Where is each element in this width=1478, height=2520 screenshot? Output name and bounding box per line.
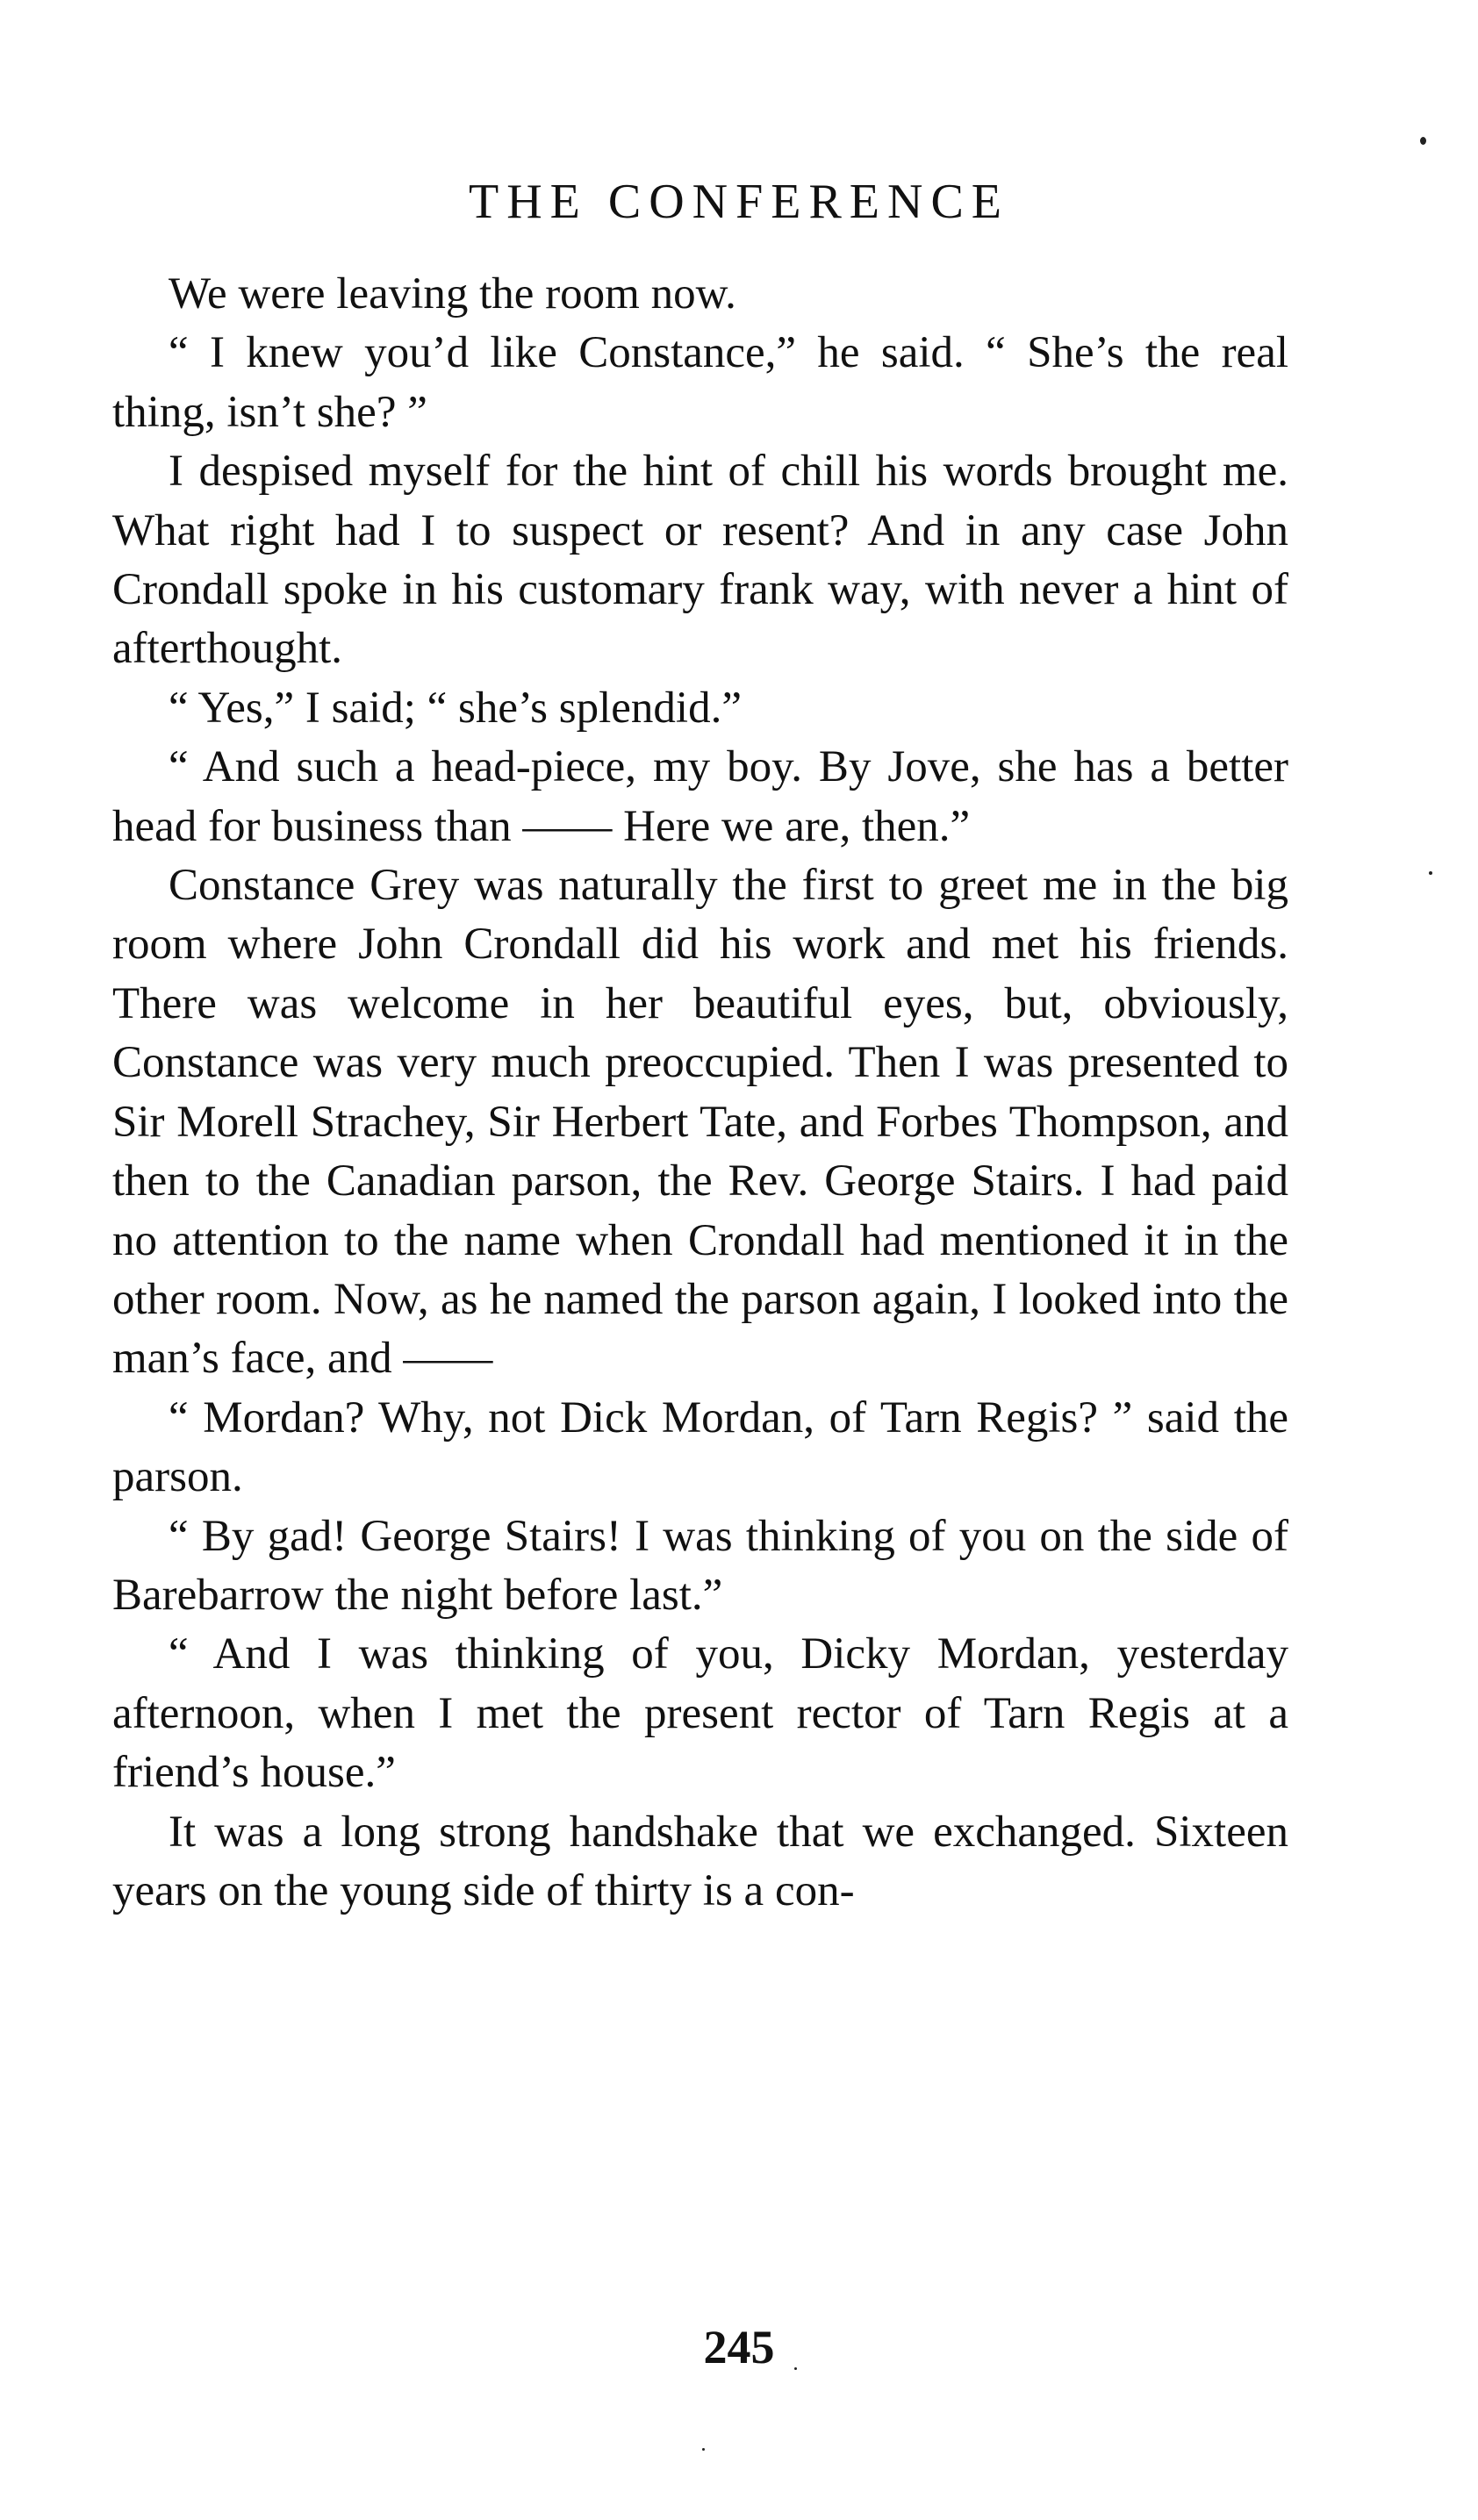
ink-speck [794,2367,797,2370]
paragraph: “ Mordan? Why, not Dick Mordan, of Tarn Regis? ” said the parson. [112,1392,1288,1502]
paragraph: “ I knew you’d like Constance,” he said. “ She’s the real thing, isn’t she? ” [112,328,1288,437]
ink-speck [1420,137,1426,145]
paragraph: It was a long strong handshake that we exchanged. Sixteen years on the young side of thirty is a con- [112,1807,1288,1915]
paragraph: We were leaving the room now. [169,269,736,319]
running-head: THE CONFERENCE [469,175,1009,229]
ink-speck [1429,871,1432,875]
paragraph: I despised myself for the hint of chill his words brought me. What right had I to suspect or resent? And in any case John Crondall spoke in his customary frank way, with never a hint of afterthought. [112,447,1288,674]
paragraph: “ Yes,” I said; “ she’s splendid.” [169,683,742,733]
paragraph: “ And I was thinking of you, Dicky Mordan, yesterday afternoon, when I met the present rector of Tarn Regis at a friend’s house.” [112,1629,1288,1798]
paragraph: “ By gad! George Stairs! I was thinking of you on the side of Barebarrow the night before last.” [112,1511,1288,1620]
paragraph: “ And such a head-piece, my boy. By Jove, she has a better head for business than —— Here we are, then.” [112,742,1288,851]
body-text [112,265,1288,1921]
page-number: 245 [703,2321,775,2373]
ink-speck [702,2448,705,2451]
paragraph: Constance Grey was naturally the first to greet me in the big room where John Crondall did his work and met his friends. There was welcome in her beautiful eyes, but, obviously, Constance was very much preoccupied. Then I was presented to Sir Morell Strachey, Sir Herbert Tate, and Forbes Thompson, and then to the Canadian parson, the Rev. George Stairs. I had paid no attention to the name when Crondall had mentioned it in the other room. Now, as he named the parson again, I looked into the man’s face, and —— [112,861,1288,1384]
